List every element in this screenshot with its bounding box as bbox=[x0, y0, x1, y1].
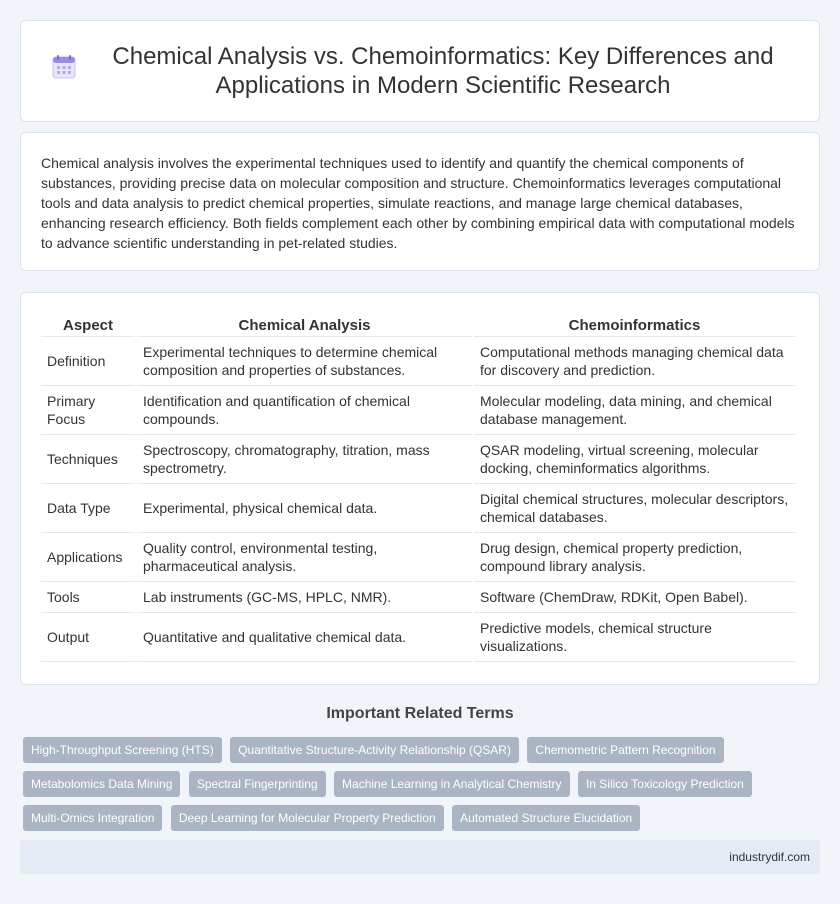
row-chemical-analysis: Quality control, environmental testing, pharmaceutical analysis. bbox=[137, 533, 472, 582]
row-aspect: Data Type bbox=[41, 484, 135, 533]
row-chemical-analysis: Lab instruments (GC-MS, HPLC, NMR). bbox=[137, 582, 472, 613]
row-aspect: Definition bbox=[41, 337, 135, 386]
header-aspect: Aspect bbox=[41, 313, 135, 337]
row-aspect: Output bbox=[41, 613, 135, 662]
footer bbox=[20, 840, 820, 874]
table-row bbox=[41, 337, 795, 386]
row-aspect: Tools bbox=[41, 582, 135, 613]
row-chemical-analysis: Spectroscopy, chromatography, titration, mass spectrometry. bbox=[137, 435, 472, 484]
page-title: Chemical Analysis vs. Chemoinformatics: Key Differences and Applications in Modern Scientific Research bbox=[112, 43, 774, 99]
row-chemoinformatics: Drug design, chemical property prediction, compound library analysis. bbox=[474, 533, 795, 582]
row-aspect: Primary Focus bbox=[41, 386, 135, 435]
table-row bbox=[41, 613, 795, 662]
intro-paragraph: Chemical analysis involves the experimental techniques used to identify and quantify the chemical components of substances, providing precise data on molecular composition and structure. Chemoinformatics leverages computational tools and data analysis to predict chemical properties, simulate reactions, and manage large chemical databases, enhancing research efficiency. Both fields complement each other by combining empirical data with computational models to advance scientific understanding in pet-related studies. bbox=[41, 155, 795, 251]
row-chemoinformatics: Molecular modeling, data mining, and chemical database management. bbox=[474, 386, 795, 435]
row-chemoinformatics: Predictive models, chemical structure visualizations. bbox=[474, 613, 795, 662]
title-card bbox=[20, 20, 820, 122]
header-chemical-analysis: Chemical Analysis bbox=[137, 313, 472, 337]
row-chemoinformatics: Digital chemical structures, molecular descriptors, chemical databases. bbox=[474, 484, 795, 533]
table-row bbox=[41, 386, 795, 435]
row-aspect: Techniques bbox=[41, 435, 135, 484]
row-chemical-analysis: Experimental techniques to determine chemical composition and properties of substances. bbox=[137, 337, 472, 386]
row-chemical-analysis: Identification and quantification of chemical compounds. bbox=[137, 386, 472, 435]
related-term-tag[interactable]: In Silico Toxicology Prediction bbox=[578, 771, 752, 797]
table-row bbox=[41, 533, 795, 582]
comparison-table bbox=[39, 313, 797, 662]
header-chemoinformatics: Chemoinformatics bbox=[474, 313, 795, 337]
table-row bbox=[41, 484, 795, 533]
intro-card bbox=[20, 132, 820, 271]
related-term-tag[interactable]: Chemometric Pattern Recognition bbox=[527, 737, 723, 763]
row-chemoinformatics: Software (ChemDraw, RDKit, Open Babel). bbox=[474, 582, 795, 613]
row-chemical-analysis: Quantitative and qualitative chemical data. bbox=[137, 613, 472, 662]
table-row bbox=[41, 582, 795, 613]
table-row bbox=[41, 435, 795, 484]
related-term-tag[interactable]: Deep Learning for Molecular Property Prediction bbox=[171, 805, 444, 831]
related-term-tag[interactable]: Machine Learning in Analytical Chemistry bbox=[334, 771, 569, 797]
related-terms-heading: Important Related Terms bbox=[326, 705, 514, 722]
related-term-tag[interactable]: Multi-Omics Integration bbox=[23, 805, 162, 831]
row-chemical-analysis: Experimental, physical chemical data. bbox=[137, 484, 472, 533]
calendar-icon bbox=[51, 54, 77, 80]
related-term-tag[interactable]: High-Throughput Screening (HTS) bbox=[23, 737, 222, 763]
related-terms-list bbox=[23, 737, 803, 839]
footer-site-link[interactable]: industrydif.com bbox=[729, 850, 810, 864]
row-aspect: Applications bbox=[41, 533, 135, 582]
related-term-tag[interactable]: Metabolomics Data Mining bbox=[23, 771, 180, 797]
related-term-tag[interactable]: Spectral Fingerprinting bbox=[189, 771, 326, 797]
row-chemoinformatics: QSAR modeling, virtual screening, molecular docking, cheminformatics algorithms. bbox=[474, 435, 795, 484]
related-term-tag[interactable]: Automated Structure Elucidation bbox=[452, 805, 640, 831]
related-term-tag[interactable]: Quantitative Structure-Activity Relationship (QSAR) bbox=[230, 737, 519, 763]
row-chemoinformatics: Computational methods managing chemical data for discovery and prediction. bbox=[474, 337, 795, 386]
comparison-card bbox=[20, 292, 820, 685]
